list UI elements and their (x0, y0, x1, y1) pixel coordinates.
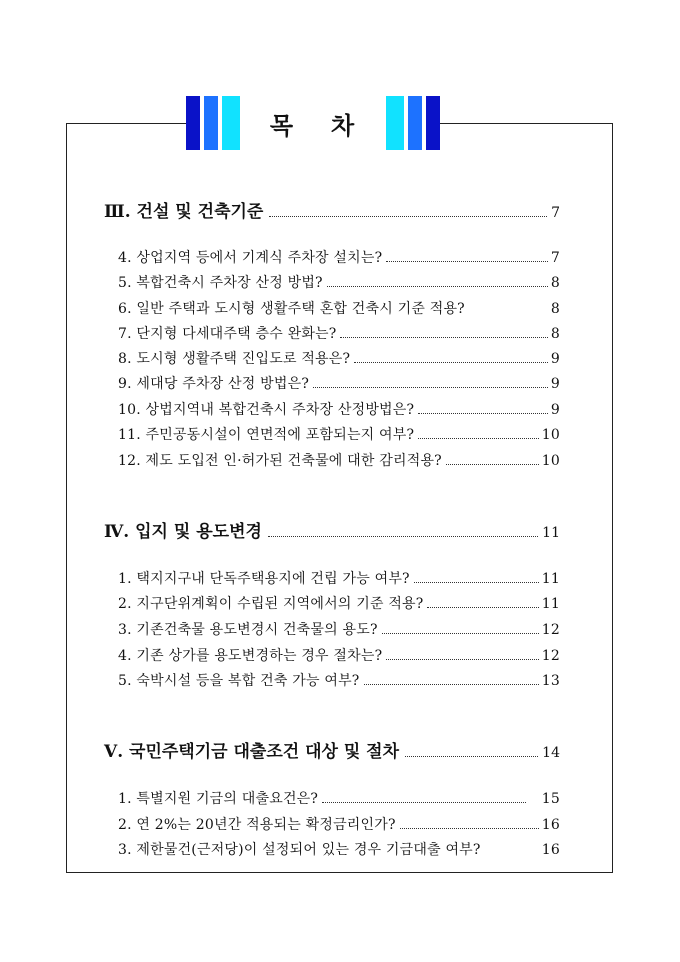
toc-entry-page: 16 (541, 842, 560, 858)
leader-dots (418, 413, 548, 414)
section-heading[interactable] (104, 197, 560, 222)
toc-entry[interactable] (118, 348, 560, 368)
leader-dots (327, 286, 548, 287)
leader-dots (268, 536, 538, 537)
toc-entry-label: 8. 도시형 생활주택 진입도로 적용은? (118, 351, 351, 367)
toc-entry-page: 9 (550, 402, 560, 418)
toc-entry-label: 2. 지구단위계획이 수립된 지역에서의 기준 적용? (118, 596, 424, 612)
toc-entry-page: 8 (550, 301, 560, 317)
section-page-number: 14 (542, 745, 560, 761)
toc-entry-label: 5. 복합건축시 주차장 산정 방법? (118, 275, 323, 291)
leader-dots (418, 438, 539, 439)
toc-entry[interactable] (118, 839, 560, 859)
page-title (250, 96, 374, 150)
toc-entry[interactable] (118, 247, 560, 267)
leader-dots (382, 633, 539, 634)
leader-dots (269, 216, 547, 217)
decor-bar (222, 96, 240, 150)
leader-dots (364, 684, 539, 685)
toc-entry-label: 2. 연 2%는 20년간 적용되는 확정금리인가? (118, 817, 396, 833)
toc-entry-label: 5. 숙박시설 등을 복합 건축 가능 여부? (118, 673, 360, 689)
decor-bar (408, 96, 422, 150)
leader-dots (414, 582, 539, 583)
title-char: 목 (269, 110, 293, 140)
toc-entry-label: 4. 상업지역 등에서 기계식 주차장 설치는? (118, 250, 383, 266)
toc-entry-label: 12. 제도 도입전 인·허가된 건축물에 대한 감리적용? (118, 453, 442, 469)
section-page-number: 11 (542, 525, 560, 541)
toc-entry[interactable] (118, 399, 560, 419)
leader-dots (386, 261, 548, 262)
toc-entry-page: 9 (550, 376, 560, 392)
toc-entry[interactable] (118, 814, 560, 834)
section-heading[interactable] (104, 737, 560, 762)
decor-bar (186, 96, 200, 150)
toc-entry-label: 3. 기존건축물 용도변경시 건축물의 용도? (118, 622, 378, 638)
section-heading-label: Ⅲ. 건설 및 건축기준 (104, 202, 264, 222)
toc-entry-page: 13 (541, 673, 560, 689)
toc-entry-page: 12 (541, 648, 560, 664)
decor-bar (386, 96, 404, 150)
decor-bar (204, 96, 218, 150)
toc-entry-label: 1. 택지지구내 단독주택용지에 건립 가능 여부? (118, 571, 410, 587)
leader-dots (340, 337, 547, 338)
toc-entry-label: 6. 일반 주택과 도시형 생활주택 혼합 건축시 기준 적용? (118, 301, 465, 317)
section-heading-label: Ⅳ. 입지 및 용도변경 (104, 522, 262, 542)
toc-entry-page: 9 (550, 351, 560, 367)
toc-entry[interactable] (118, 568, 560, 588)
leader-dots (386, 659, 538, 660)
toc-entry-page: 7 (550, 250, 560, 266)
toc-entry[interactable] (118, 298, 560, 318)
toc-entry[interactable] (118, 424, 560, 444)
leader-dots (446, 464, 539, 465)
leader-dots (322, 802, 526, 803)
leader-dots (313, 387, 548, 388)
toc-entry-page: 8 (550, 326, 560, 342)
toc-entry[interactable] (118, 272, 560, 292)
toc-entry[interactable] (118, 323, 560, 343)
toc-entry-page: 10 (541, 453, 560, 469)
toc-entry-page: 11 (541, 571, 560, 587)
leader-dots (354, 362, 548, 363)
toc-entry-page: 12 (541, 622, 560, 638)
section-page-number: 7 (551, 205, 560, 221)
leader-dots (405, 756, 538, 757)
toc-entry[interactable] (118, 619, 560, 639)
section-heading-label: Ⅴ. 국민주택기금 대출조건 대상 및 절차 (104, 742, 400, 762)
toc-entry-page: 16 (541, 817, 560, 833)
toc-entry[interactable] (118, 788, 560, 808)
toc-entry-label: 3. 제한물건(근저당)이 설정되어 있는 경우 기금대출 여부? (118, 842, 481, 858)
toc-entry[interactable] (118, 373, 560, 393)
section-heading[interactable] (104, 517, 560, 542)
leader-dots (400, 828, 539, 829)
title-char: 차 (331, 110, 355, 140)
toc-entry-label: 4. 기존 상가를 용도변경하는 경우 절차는? (118, 648, 383, 664)
toc-entry[interactable] (118, 450, 560, 470)
toc-entry[interactable] (118, 670, 560, 690)
toc-entry-label: 9. 세대당 주차장 산정 방법은? (118, 376, 310, 392)
toc-entry-label: 10. 상법지역내 복합건축시 주차장 산정방법은? (118, 402, 415, 418)
toc-entry-label: 1. 특별지원 기금의 대출요건은? (118, 791, 319, 807)
title-banner (186, 96, 440, 150)
toc-entry-page: 11 (541, 596, 560, 612)
toc-entry-page: 8 (550, 275, 560, 291)
toc-entry[interactable] (118, 645, 560, 665)
toc-entry-page: 10 (541, 427, 560, 443)
leader-dots (427, 607, 538, 608)
toc-entry-label: 7. 단지형 다세대주택 층수 완화는? (118, 326, 337, 342)
decor-bar (426, 96, 440, 150)
toc-entry-label: 11. 주민공동시설이 연면적에 포함되는지 여부? (118, 427, 415, 443)
toc-entry[interactable] (118, 593, 560, 613)
toc-entry-page: 15 (541, 791, 560, 807)
